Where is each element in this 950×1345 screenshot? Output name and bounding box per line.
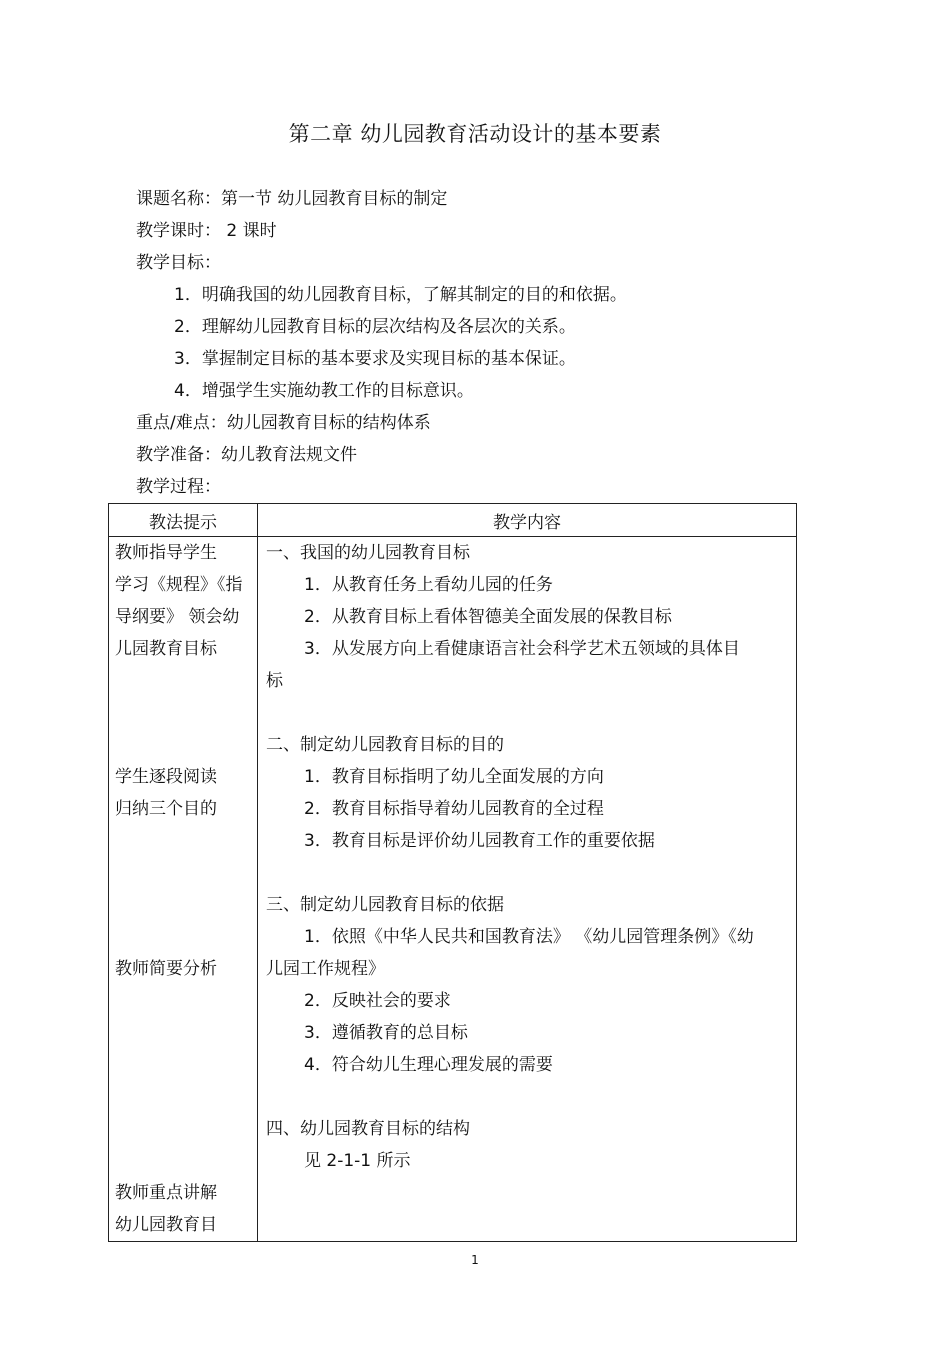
method-line <box>109 921 257 953</box>
content-line: 三、制定幼儿园教育目标的依据 <box>266 895 504 915</box>
lesson-name: 课题名称：第一节 幼儿园教育目标的制定 <box>136 189 448 209</box>
content-line: 3．遵循教育的总目标 <box>304 1023 468 1043</box>
method-line <box>109 729 257 761</box>
method-line <box>109 857 257 889</box>
method-line: 学生逐段阅读 <box>115 767 217 787</box>
content-line <box>258 1081 796 1113</box>
table-row <box>109 537 797 1242</box>
key-points: 重点/难点：幼儿园教育目标的结构体系 <box>136 413 431 433</box>
method-line <box>109 697 257 729</box>
method-line <box>109 1113 257 1145</box>
method-line <box>109 1081 257 1113</box>
content-line: 2．反映社会的要求 <box>304 991 451 1011</box>
method-line: 教师重点讲解 <box>115 1183 217 1203</box>
content-line: 一、我国的幼儿园教育目标 <box>266 543 470 563</box>
method-cell <box>109 537 258 1242</box>
method-line: 幼儿园教育目 <box>115 1215 217 1235</box>
content-line: 见 2-1-1 所示 <box>304 1151 411 1171</box>
goal-item: 1．明确我国的幼儿园教育目标，了解其制定的目的和依据。 <box>174 285 627 305</box>
method-line <box>109 825 257 857</box>
content-line: 1．依照《中华人民共和国教育法》 《幼儿园管理条例》《幼 <box>304 927 754 947</box>
header-method: 教法提示 <box>109 504 258 537</box>
process-label: 教学过程： <box>136 477 221 497</box>
method-line: 学习《规程》《指 <box>115 575 243 595</box>
method-line: 教师指导学生 <box>115 543 217 563</box>
content-line: 4．符合幼儿生理心理发展的需要 <box>304 1055 553 1075</box>
content-line: 1．教育目标指明了幼儿全面发展的方向 <box>304 767 604 787</box>
method-line: 归纳三个目的 <box>115 799 217 819</box>
content-cell <box>258 537 797 1242</box>
method-line: 导纲要》 领会幼 <box>115 607 240 627</box>
method-line <box>109 665 257 697</box>
content-line: 3．教育目标是评价幼儿园教育工作的重要依据 <box>304 831 655 851</box>
header-content: 教学内容 <box>258 504 797 537</box>
content-line: 2．从教育目标上看体智德美全面发展的保教目标 <box>304 607 672 627</box>
content-line: 3．从发展方向上看健康语言社会科学艺术五领域的具体目 <box>304 639 740 659</box>
chapter-title: 第二章 幼儿园教育活动设计的基本要素 <box>288 122 662 146</box>
page-number: 1 <box>471 1253 479 1267</box>
content-line: 二、制定幼儿园教育目标的目的 <box>266 735 504 755</box>
goal-item: 4．增强学生实施幼教工作的目标意识。 <box>174 381 474 401</box>
content-line: 标 <box>266 671 283 691</box>
method-line <box>109 1017 257 1049</box>
table-header-row <box>109 504 797 537</box>
method-line <box>109 1145 257 1177</box>
preparation: 教学准备：幼儿教育法规文件 <box>136 445 357 465</box>
method-line: 教师简要分析 <box>115 959 217 979</box>
lesson-hours: 教学课时： 2 课时 <box>136 221 277 241</box>
content-line: 2．教育目标指导着幼儿园教育的全过程 <box>304 799 604 819</box>
lesson-meta <box>136 183 627 503</box>
goal-item: 2．理解幼儿园教育目标的层次结构及各层次的关系。 <box>174 317 576 337</box>
content-line <box>258 697 796 729</box>
goals-label: 教学目标： <box>136 253 221 273</box>
teaching-process-table <box>108 503 797 1242</box>
content-line: 儿园工作规程》 <box>266 959 385 979</box>
method-line <box>109 1049 257 1081</box>
method-line <box>109 985 257 1017</box>
method-line: 儿园教育目标 <box>115 639 217 659</box>
content-line <box>258 857 796 889</box>
content-line: 1．从教育任务上看幼儿园的任务 <box>304 575 553 595</box>
method-line <box>109 889 257 921</box>
goal-item: 3．掌握制定目标的基本要求及实现目标的基本保证。 <box>174 349 576 369</box>
content-line: 四、幼儿园教育目标的结构 <box>266 1119 470 1139</box>
